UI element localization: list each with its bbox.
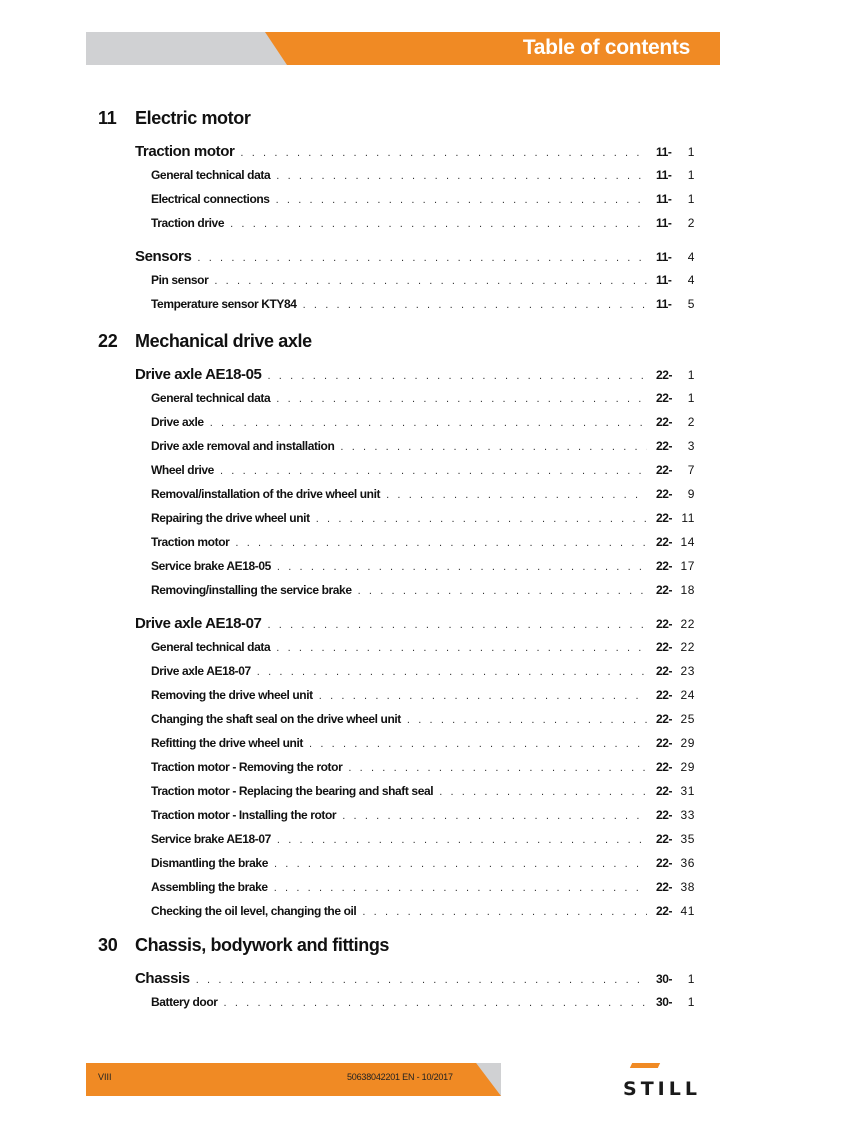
page-reference: [647, 640, 695, 654]
toc-subsection-entry[interactable]: [151, 168, 695, 185]
toc-section-entry[interactable]: [135, 366, 695, 386]
page-reference: [647, 391, 695, 405]
entry-label: Refitting the drive wheel unit: [151, 736, 304, 750]
page-number: 5: [687, 297, 695, 311]
dot-leader: [274, 858, 647, 870]
page-reference: [647, 736, 695, 750]
entry-label: General technical data: [151, 640, 271, 654]
dot-leader: [240, 147, 647, 159]
page-reference: [647, 559, 695, 573]
entry-label: Dismantling the brake: [151, 856, 268, 870]
toc-subsection-entry[interactable]: [151, 880, 695, 897]
page-number: 38: [680, 880, 695, 894]
dot-leader: [257, 666, 647, 678]
entry-label: Traction motor - Removing the rotor: [151, 760, 343, 774]
entry-label: Temperature sensor KTY84: [151, 297, 297, 311]
chapter-prefix: 22-: [656, 808, 673, 822]
page-number: 9: [687, 487, 695, 501]
page-number: 22: [680, 640, 695, 654]
page-number: 1: [687, 972, 695, 986]
page-number: 24: [680, 688, 695, 702]
entry-label: General technical data: [151, 391, 271, 405]
dot-leader: [220, 465, 647, 477]
chapter-prefix: 30-: [656, 972, 673, 986]
still-logo: [603, 1060, 721, 1100]
entry-label: Drive axle AE18-07: [135, 615, 262, 632]
chapter-prefix: 22-: [656, 832, 673, 846]
page-number: 31: [680, 784, 695, 798]
page-number: 7: [687, 463, 695, 477]
page-reference: [647, 583, 695, 597]
chapter-prefix: 11-: [656, 273, 672, 287]
chapter-prefix: 22-: [656, 856, 673, 870]
entry-label: Traction motor - Installing the rotor: [151, 808, 337, 822]
chapter-prefix: 22-: [656, 617, 673, 631]
toc-subsection-entry[interactable]: [151, 192, 695, 209]
dot-leader: [303, 299, 647, 311]
dot-leader: [276, 642, 647, 654]
page-title: Table of contents: [522, 36, 690, 59]
entry-label: Drive axle: [151, 415, 204, 429]
chapter-prefix: 22-: [656, 463, 673, 477]
page-number: 4: [687, 250, 695, 264]
toc-subsection-entry[interactable]: [151, 535, 695, 552]
entry-label: Removing/installing the service brake: [151, 583, 352, 597]
page-number: 33: [680, 808, 695, 822]
chapter-number: 22: [98, 331, 118, 351]
toc-section-entry[interactable]: [135, 970, 695, 990]
page-reference: [647, 511, 695, 525]
page-number: 1: [687, 145, 695, 159]
page-reference: [647, 664, 695, 678]
chapter-prefix: 22-: [656, 880, 673, 894]
dot-leader: [276, 170, 647, 182]
toc-subsection-entry[interactable]: [151, 216, 695, 233]
logo-accent-bar: [630, 1063, 660, 1068]
page-reference: [647, 168, 695, 182]
dot-leader: [277, 834, 647, 846]
page-number: 14: [680, 535, 695, 549]
page-reference: [647, 712, 695, 726]
footer-page-number: VIII: [98, 1072, 112, 1082]
page-number: 4: [687, 273, 695, 287]
page-reference: [647, 192, 695, 206]
entry-label: Sensors: [135, 248, 192, 265]
dot-leader: [348, 762, 647, 774]
page-reference: [647, 368, 695, 382]
entry-label: Changing the shaft seal on the drive wheel unit: [151, 712, 401, 726]
entry-label: Traction motor: [135, 143, 235, 160]
chapter-prefix: 11-: [656, 250, 672, 264]
page-reference: [647, 784, 695, 798]
dot-leader: [268, 370, 648, 382]
logo-text: STILL: [623, 1078, 701, 1100]
entry-label: Chassis: [135, 970, 190, 987]
dot-leader: [274, 882, 647, 894]
dot-leader: [197, 252, 647, 264]
page-reference: [647, 995, 695, 1009]
dot-leader: [196, 974, 647, 986]
chapter-prefix: 22-: [656, 583, 673, 597]
chapter-prefix: 22-: [656, 511, 673, 525]
entry-label: Battery door: [151, 995, 218, 1009]
entry-label: Traction motor - Replacing the bearing and shaft seal: [151, 784, 434, 798]
chapter-number: 11: [98, 108, 117, 128]
page-number: 17: [680, 559, 695, 573]
page-reference: [647, 808, 695, 822]
toc-subsection-entry[interactable]: [151, 487, 695, 504]
toc-subsection-entry[interactable]: [151, 463, 695, 480]
page-reference: [647, 856, 695, 870]
dot-leader: [214, 275, 647, 287]
page-number: 1: [687, 995, 695, 1009]
chapter-prefix: 22-: [656, 904, 673, 918]
toc-subsection-entry[interactable]: [151, 736, 695, 753]
toc-subsection-entry[interactable]: [151, 832, 695, 849]
entry-label: Drive axle AE18-07: [151, 664, 251, 678]
chapter-prefix: 22-: [656, 688, 673, 702]
chapter-title: Chassis, bodywork and fittings: [135, 935, 390, 955]
entry-label: Drive axle AE18-05: [135, 366, 262, 383]
chapter-prefix: 22-: [656, 535, 673, 549]
page-number: 1: [687, 391, 695, 405]
chapter-heading: [0, 935, 866, 961]
page-number: 35: [680, 832, 695, 846]
dot-leader: [319, 690, 647, 702]
dot-leader: [277, 561, 647, 573]
toc-subsection-entry[interactable]: [151, 559, 695, 576]
chapter-heading: [0, 331, 866, 357]
chapter-prefix: 22-: [656, 640, 673, 654]
entry-label: Traction motor: [151, 535, 230, 549]
entry-label: Electrical connections: [151, 192, 270, 206]
page-number: 22: [680, 617, 695, 631]
toc-subsection-entry[interactable]: [151, 415, 695, 432]
page-number: 23: [680, 664, 695, 678]
page-reference: [647, 832, 695, 846]
toc-subsection-entry[interactable]: [151, 664, 695, 681]
page-number: 3: [687, 439, 695, 453]
page-reference: [647, 972, 695, 986]
toc-subsection-entry[interactable]: [151, 995, 695, 1012]
dot-leader: [386, 489, 647, 501]
toc-subsection-entry[interactable]: [151, 391, 695, 408]
chapter-prefix: 22-: [656, 368, 673, 382]
chapter-prefix: 22-: [656, 664, 673, 678]
page-reference: [647, 463, 695, 477]
page-reference: [647, 617, 695, 631]
chapter-prefix: 22-: [656, 712, 673, 726]
toc-subsection-entry[interactable]: [151, 784, 695, 801]
dot-leader: [358, 585, 647, 597]
entry-label: Drive axle removal and installation: [151, 439, 335, 453]
dot-leader: [407, 714, 647, 726]
footer-doc-number: 50638042201 EN - 10/2017: [347, 1072, 453, 1082]
entry-label: Pin sensor: [151, 273, 209, 287]
entry-label: Removal/installation of the drive wheel unit: [151, 487, 381, 501]
page-reference: [647, 535, 695, 549]
page-reference: [647, 487, 695, 501]
toc-subsection-entry[interactable]: [151, 511, 695, 528]
chapter-prefix: 11-: [656, 168, 672, 182]
dot-leader: [342, 810, 647, 822]
chapter-prefix: 22-: [656, 439, 673, 453]
page-reference: [647, 216, 695, 230]
page-number: 11: [681, 511, 695, 525]
toc-subsection-entry[interactable]: [151, 760, 695, 777]
page-number: 18: [680, 583, 695, 597]
chapter-prefix: 22-: [656, 559, 673, 573]
entry-label: General technical data: [151, 168, 271, 182]
toc-subsection-entry[interactable]: [151, 640, 695, 657]
page-number: 29: [680, 760, 695, 774]
chapter-prefix: 22-: [656, 784, 673, 798]
chapter-prefix: 22-: [656, 736, 673, 750]
page-number: 36: [680, 856, 695, 870]
chapter-prefix: 22-: [656, 415, 673, 429]
entry-label: Checking the oil level, changing the oil: [151, 904, 357, 918]
page-number: 41: [680, 904, 695, 918]
toc-subsection-entry[interactable]: [151, 688, 695, 705]
page-number: 1: [687, 192, 695, 206]
dot-leader: [210, 417, 647, 429]
toc-subsection-entry[interactable]: [151, 273, 695, 290]
dot-leader: [235, 537, 647, 549]
dot-leader: [276, 393, 647, 405]
dot-leader: [230, 218, 647, 230]
toc-section-entry[interactable]: [135, 615, 695, 635]
entry-label: Traction drive: [151, 216, 225, 230]
toc-subsection-entry[interactable]: [151, 808, 695, 825]
chapter-prefix: 22-: [656, 487, 673, 501]
page-reference: [647, 273, 695, 287]
entry-label: Repairing the drive wheel unit: [151, 511, 310, 525]
page-reference: [647, 250, 695, 264]
dot-leader: [224, 997, 647, 1009]
entry-label: Assembling the brake: [151, 880, 268, 894]
page-reference: [647, 145, 695, 159]
page-number: 25: [680, 712, 695, 726]
toc-subsection-entry[interactable]: [151, 904, 695, 921]
page-number: 2: [687, 415, 695, 429]
toc-subsection-entry[interactable]: [151, 856, 695, 873]
chapter-prefix: 11-: [656, 192, 672, 206]
page-reference: [647, 439, 695, 453]
page-reference: [647, 880, 695, 894]
dot-leader: [316, 513, 647, 525]
toc-subsection-entry[interactable]: [151, 583, 695, 600]
dot-leader: [362, 906, 647, 918]
page-number: 2: [687, 216, 695, 230]
chapter-prefix: 11-: [656, 216, 672, 230]
dot-leader: [340, 441, 647, 453]
entry-label: Wheel drive: [151, 463, 214, 477]
chapter-heading: [0, 108, 866, 134]
chapter-prefix: 11-: [656, 297, 672, 311]
chapter-title: Mechanical drive axle: [135, 331, 312, 351]
chapter-prefix: 11-: [656, 145, 672, 159]
chapter-prefix: 22-: [656, 760, 673, 774]
page-reference: [647, 297, 695, 311]
entry-label: Service brake AE18-07: [151, 832, 271, 846]
page-number: 29: [680, 736, 695, 750]
dot-leader: [268, 619, 648, 631]
page-reference: [647, 760, 695, 774]
page-number: 1: [687, 168, 695, 182]
toc-section-entry[interactable]: [135, 143, 695, 163]
toc-subsection-entry[interactable]: [151, 712, 695, 729]
entry-label: Service brake AE18-05: [151, 559, 271, 573]
page-reference: [647, 688, 695, 702]
toc-section-entry[interactable]: [135, 248, 695, 268]
page-reference: [647, 904, 695, 918]
chapter-prefix: 30-: [656, 995, 673, 1009]
dot-leader: [439, 786, 647, 798]
chapter-prefix: 22-: [656, 391, 673, 405]
page-reference: [647, 415, 695, 429]
toc-subsection-entry[interactable]: [151, 297, 695, 314]
page-number: 1: [687, 368, 695, 382]
dot-leader: [309, 738, 647, 750]
toc-subsection-entry[interactable]: [151, 439, 695, 456]
entry-label: Removing the drive wheel unit: [151, 688, 313, 702]
chapter-number: 30: [98, 935, 118, 955]
chapter-title: Electric motor: [135, 108, 251, 128]
dot-leader: [276, 194, 647, 206]
